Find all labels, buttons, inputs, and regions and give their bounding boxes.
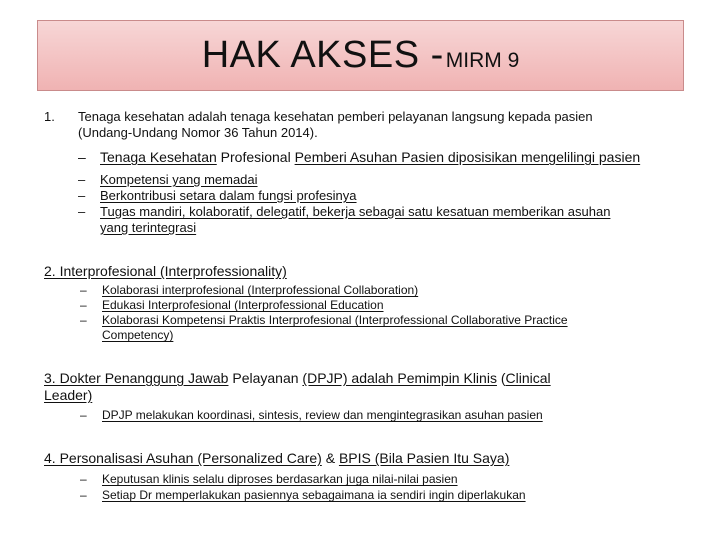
dash-bullet: – <box>78 172 86 187</box>
section-3-heading-f: Leader) <box>44 387 93 403</box>
section-2-item-2: Edukasi Interprofesional (Interprofessional Education <box>102 298 384 312</box>
section-3-item-1: DPJP melakukan koordinasi, sintesis, review dan mengintegrasikan asuhan pasien <box>102 408 543 422</box>
section-3-heading-d: ( <box>496 370 506 386</box>
title-banner <box>37 20 684 91</box>
list-item <box>80 487 526 503</box>
section-1-line-1: Tenaga kesehatan adalah tenaga kesehatan pemberi pelayanan langsung kepada pasien <box>78 109 593 124</box>
list-item <box>78 149 640 166</box>
dash-bullet: – <box>78 188 86 203</box>
slide-subtitle: MIRM 9 <box>445 48 520 72</box>
section-3-heading <box>44 370 551 404</box>
section-1-text <box>78 109 593 141</box>
section-4-heading-c: BPIS (Bila Pasien Itu Saya) <box>338 450 510 466</box>
dash-bullet: – <box>80 488 87 502</box>
section-1-line-2: (Undang-Undang Nomor 36 Tahun 2014). <box>78 125 318 140</box>
section-3-heading-b: Pelayanan <box>228 370 303 386</box>
bullet-4-line-1: Tugas mandiri, kolaboratif, delegatif, bekerja sebagai satu kesatuan memberikan asuhan <box>100 204 611 219</box>
section-2-heading: 2. Interprofesional (Interprofessionality) <box>44 263 287 279</box>
section-1-bullets <box>78 149 640 166</box>
slide-title: HAK AKSES - <box>201 34 444 76</box>
list-item <box>78 204 610 236</box>
list-item <box>80 283 568 298</box>
section-4-item-2: Setiap Dr memperlakukan pasiennya sebagaimana ia sendiri ingin diperlakukan <box>102 488 526 502</box>
section-4-heading-b: & <box>321 450 339 466</box>
dash-bullet: – <box>80 313 87 327</box>
dash-bullet: – <box>80 408 87 422</box>
section-1-number: 1. <box>44 109 55 124</box>
dash-bullet: – <box>80 283 87 297</box>
section-3-heading-c: (DPJP) adalah Pemimpin Klinis <box>302 370 497 386</box>
bullet-1-part-a: Tenaga Kesehatan <box>100 149 217 165</box>
dash-bullet: – <box>80 298 87 312</box>
list-item <box>80 298 568 313</box>
list-item <box>80 408 543 422</box>
section-4-item-1: Keputusan klinis selalu diproses berdasarkan juga nilai-nilai pasien <box>102 472 458 486</box>
section-2-list <box>80 283 568 343</box>
section-3-list <box>80 408 543 422</box>
section-2-item-3-line-1: Kolaborasi Kompetensi Praktis Interprofesional (Interprofessional Collaborative Practice <box>102 313 568 327</box>
section-2-item-3-line-2: Competency) <box>102 328 174 342</box>
section-4-list <box>80 471 526 503</box>
dash-bullet: – <box>78 204 86 219</box>
dash-bullet: – <box>80 472 87 486</box>
bullet-1-part-c: Pemberi Asuhan Pasien diposisikan mengelilingi pasien <box>294 149 641 165</box>
list-item <box>80 313 568 343</box>
section-1-bullets-more <box>78 172 610 236</box>
bullet-4-line-2: yang terintegrasi <box>100 220 197 235</box>
bullet-3: Berkontribusi setara dalam fungsi profesinya <box>100 188 357 203</box>
bullet-2: Kompetensi yang memadai <box>100 172 258 187</box>
section-3-heading-a: 3. Dokter Penanggung Jawab <box>44 370 229 386</box>
section-4-heading-a: 4. Personalisasi Asuhan (Personalized Care) <box>44 450 322 466</box>
bullet-1-part-b: Profesional <box>216 149 295 165</box>
list-item <box>78 188 610 204</box>
section-2-item-1: Kolaborasi interprofesional (Interprofessional Collaboration) <box>102 283 419 297</box>
section-3-heading-e: Clinical <box>505 370 551 386</box>
dash-bullet: – <box>78 149 86 165</box>
section-4-heading <box>44 450 509 466</box>
list-item <box>78 172 610 188</box>
list-item <box>80 471 526 487</box>
